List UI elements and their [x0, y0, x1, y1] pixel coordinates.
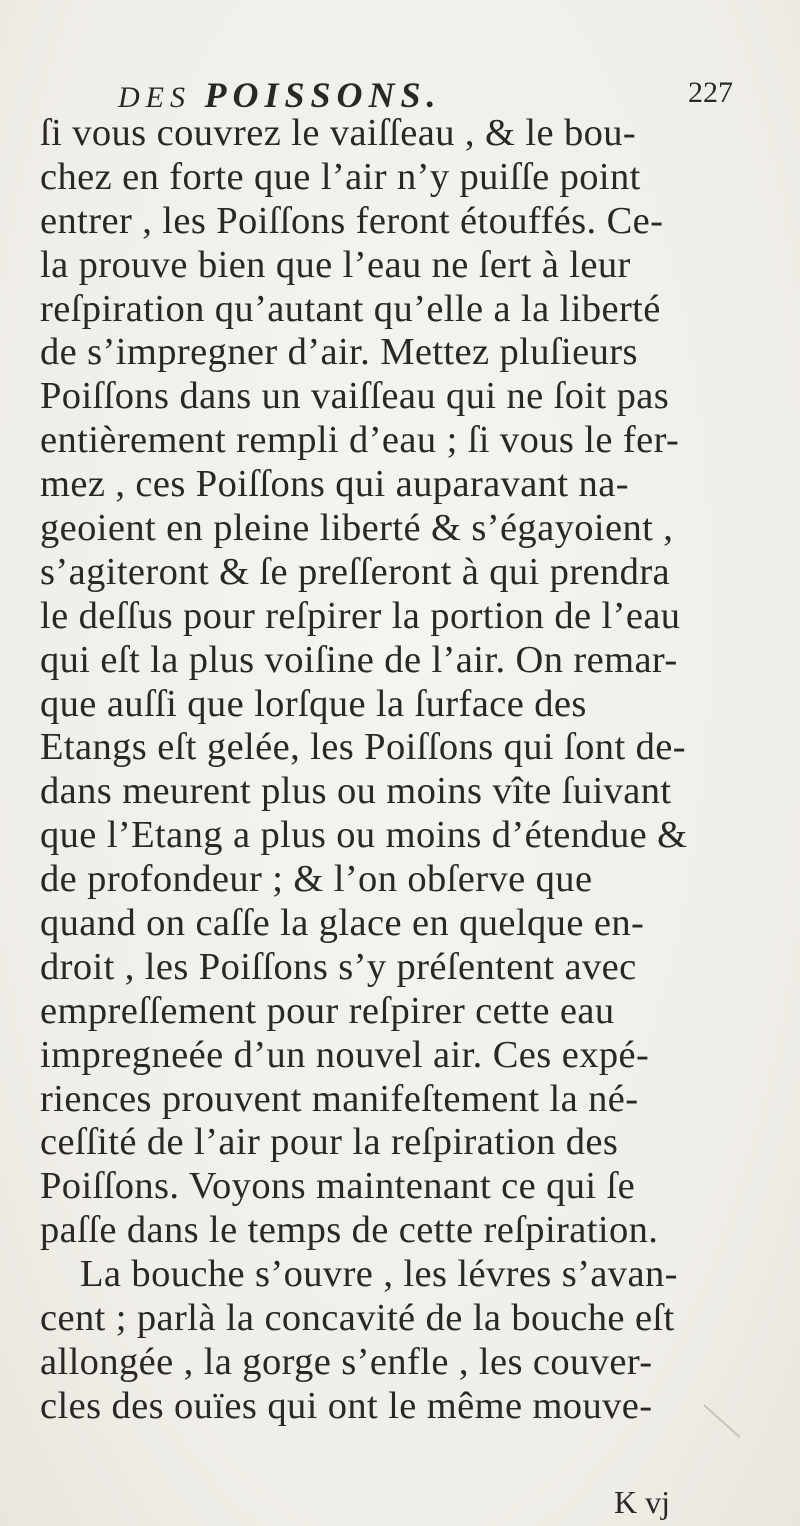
text-line: le deſſus pour reſpirer la portion de l’eau [40, 594, 681, 637]
text-line: de s’impregner d’air. Mettez pluſieurs [40, 331, 638, 374]
text-line: de profondeur ; & l’on obſerve que [40, 858, 593, 901]
text-line: empreſſement pour reſpirer cette eau [40, 989, 615, 1032]
text-line: quand on caſſe la glace en quelque en- [40, 902, 645, 945]
page-number: 227 [688, 76, 733, 109]
text-line: ceſſité de l’air pour la reſpiration des [40, 1121, 619, 1164]
running-head [118, 74, 758, 114]
running-title-prefix: DES [118, 81, 191, 114]
text-line: que auſſi que lorſque la ſurface des [40, 682, 587, 725]
text-line: La bouche s’ouvre , les lévres s’avan- [80, 1253, 678, 1296]
text-line: qui eſt la plus voiſine de l’air. On remar- [40, 638, 678, 681]
text-line: geoient en pleine liberté & s’égayoient , [40, 507, 674, 550]
signature-mark: K vj [614, 1484, 670, 1520]
text-line: Poiſſons. Voyons maintenant ce qui ſe [40, 1165, 636, 1208]
running-title [118, 74, 442, 116]
text-line: que l’Etang a plus ou moins d’étendue & [40, 814, 688, 857]
text-line: entièrement rempli d’eau ; ſi vous le fer- [40, 419, 680, 462]
text-line: cles des ouïes qui ont le même mouve- [40, 1384, 653, 1427]
text-line: entrer , les Poiſſons feront étouffés. Ce- [40, 199, 664, 242]
text-line: reſpiration qu’autant qu’elle a la liberté [40, 287, 661, 330]
text-line: mez , ces Poiſſons qui auparavant na- [40, 463, 629, 506]
text-line: allongée , la gorge s’enfle , les couver- [40, 1340, 653, 1383]
text-line: Etangs eſt gelée, les Poiſſons qui ſont de- [40, 726, 686, 769]
text-line: paſſe dans le temps de cette reſpiration. [40, 1209, 659, 1252]
text-line: ſi vous couvrez le vaiſſeau , & le bou- [40, 112, 637, 154]
running-title-main: POISSONS. [204, 75, 442, 115]
text-line: Poiſſons dans un vaiſſeau qui ne ſoit pas [40, 375, 670, 418]
text-line: droit , les Poiſſons s’y préſentent avec [40, 945, 637, 988]
body-text [40, 112, 800, 1429]
text-line: riences prouvent manifeſtement la né- [40, 1077, 639, 1120]
text-line: s’agiteront & ſe preſſeront à qui prendra [40, 550, 671, 593]
text-line: dans meurent plus ou moins vîte ſuivant [40, 770, 672, 813]
text-line: cent ; parlà la concavité de la bouche eſt [40, 1297, 675, 1340]
text-line: chez en forte que l’air n’y puiſſe point [40, 155, 641, 198]
text-line: impregneée d’un nouvel air. Ces expé- [40, 1033, 650, 1076]
text-line: la prouve bien que l’eau ne ſert à leur [40, 243, 631, 286]
